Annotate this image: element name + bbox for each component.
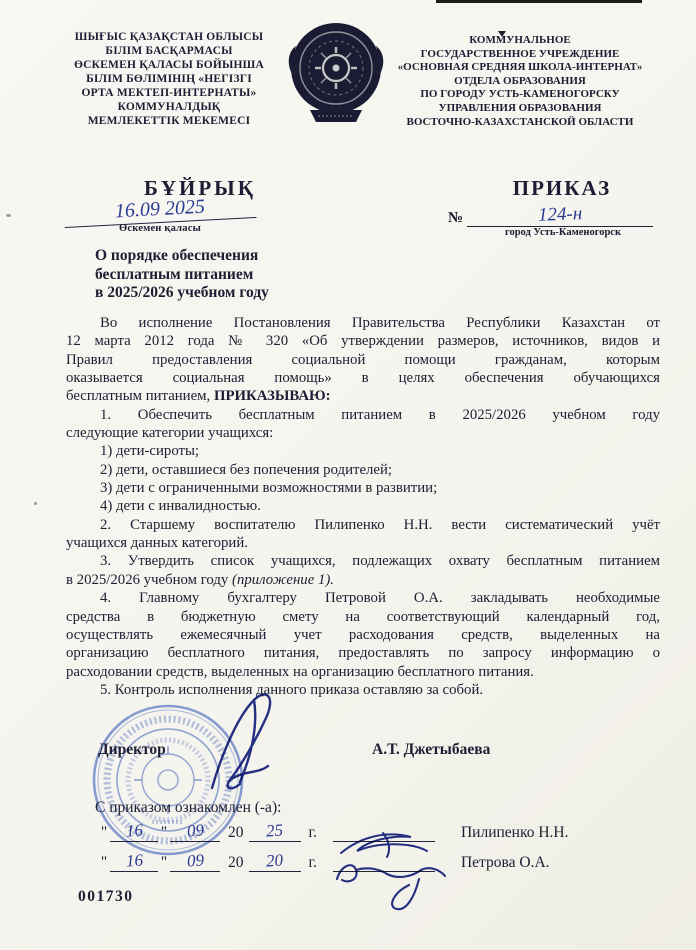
signature-line — [333, 871, 435, 872]
quote-mark: " — [160, 824, 168, 841]
kazakhstan-emblem-icon — [288, 20, 384, 135]
annex-reference-italic: (приложение 1). — [232, 571, 334, 588]
subject-line: О порядке обеспечения — [95, 247, 259, 264]
director-signature — [196, 688, 300, 806]
org-ru-line: ОТДЕЛА ОБРАЗОВАНИЯ — [454, 74, 586, 87]
item-3-line — [66, 571, 660, 589]
order-number-field — [448, 204, 660, 238]
paragraph-line — [66, 387, 660, 405]
item-3-text: в 2025/2026 учебном году — [66, 571, 233, 588]
day-field — [110, 851, 158, 872]
org-ru-line: КОММУНАЛЬНОЕ — [469, 34, 571, 46]
quote-mark: " — [160, 854, 168, 871]
item-1-line: следующие категории учащихся: — [66, 425, 274, 442]
place-label-russian: город Усть-Каменогорск — [504, 227, 622, 238]
subitem-line: 4) дети с инвалидностью. — [100, 498, 261, 515]
item-4-line: осуществлять ежемесячный учет расходования средств, выделенных на — [66, 626, 660, 643]
org-ru-line: УПРАВЛЕНИЯ ОБРАЗОВАНИЯ — [438, 101, 602, 114]
date-field — [64, 195, 256, 234]
subitem-line: 2) дети, оставшиеся без попечения родителей; — [100, 461, 393, 478]
acknowledgment-row — [98, 818, 568, 842]
year-field — [249, 821, 301, 842]
order-title-kazakh: БҰЙРЫҚ — [143, 176, 257, 200]
item-5-line: 5. Контроль исполнения данного приказа оставляю за собой. — [100, 681, 484, 698]
form-serial-number: 001730 — [78, 888, 134, 905]
scan-speck — [6, 214, 11, 217]
org-name-kazakh — [58, 30, 280, 128]
subitem-line: 3) дети с ограниченными возможностями в развитии; — [100, 480, 438, 497]
paragraph-line: Правил предоставления социальной помощи гражданам, которым — [66, 351, 660, 368]
handwritten-order-number: 124-н — [537, 203, 583, 226]
order-verb-bold: ПРИКАЗЫВАЮ: — [213, 388, 331, 405]
acknowledgment-intro: С приказом ознакомлен (-а): — [95, 799, 282, 816]
item-2-line: учащихся данных категорий. — [66, 535, 248, 552]
number-symbol: № — [448, 210, 464, 226]
org-kk-line: БІЛІМ БӨЛІМІНІҢ «НЕГІЗГІ — [86, 73, 252, 85]
day-field — [110, 821, 158, 842]
paragraph-text: бесплатным питанием, — [66, 388, 214, 405]
employee-signature — [329, 857, 449, 921]
scan-artifact-bar — [436, 0, 642, 3]
item-4-line: средства в бюджетную смету на соответствующий календарный год, — [66, 608, 660, 625]
scan-speck — [34, 502, 37, 505]
year-prefix: 20 — [228, 824, 244, 841]
order-title-russian: ПРИКАЗ — [512, 176, 612, 200]
org-kk-line: ӨСКЕМЕН ҚАЛАСЫ БОЙЫНША — [73, 59, 264, 71]
subitem-line: 1) дети-сироты; — [100, 443, 200, 460]
handwritten-month: 09 — [185, 820, 205, 841]
month-field — [170, 851, 220, 872]
paragraph-line: 12 марта 2012 года № 320 «Об утверждении размеров, источников, видов и — [66, 333, 660, 350]
month-field — [170, 821, 220, 842]
org-kk-line: ШЫҒЫС ҚАЗАҚСТАН ОБЛЫСЫ — [74, 31, 264, 43]
item-1-line: 1. Обеспечить бесплатным питанием в 2025/2026 учебном году — [100, 406, 660, 423]
org-name-russian — [372, 34, 668, 129]
director-label: Директор — [98, 741, 166, 758]
director-name: А.Т. Джетыбаева — [372, 741, 491, 758]
subject-line: в 2025/2026 учебном году — [95, 284, 269, 302]
signature-line — [333, 841, 435, 842]
item-4-line: 4. Главному бухгалтеру Петровой О.А. закладывать необходимые — [100, 590, 660, 607]
order-body — [66, 314, 660, 699]
year-field — [249, 851, 301, 872]
year-prefix: 20 — [228, 854, 244, 871]
org-kk-line: МЕМЛЕКЕТТІК МЕКЕМЕСІ — [87, 115, 251, 127]
org-ru-line: ПО ГОРОДУ УСТЬ-КАМЕНОГОРСКУ — [420, 88, 620, 101]
number-line — [467, 204, 653, 227]
org-kk-line: ОРТА МЕКТЕП-ИНТЕРНАТЫ» — [81, 87, 257, 99]
quote-mark: " — [100, 854, 108, 871]
handwritten-month: 09 — [185, 850, 205, 871]
item-2-line: 2. Старшему воспитателю Пилипенко Н.Н. вести систематический учёт — [100, 516, 660, 533]
org-ru-line: ВОСТОЧНО-КАЗАХСТАНСКОЙ ОБЛАСТИ — [406, 115, 634, 128]
org-kk-line: БІЛІМ БАСҚАРМАСЫ — [105, 45, 233, 57]
org-ru-line: ГОСУДАРСТВЕННОЕ УЧРЕЖДЕНИЕ — [420, 47, 620, 60]
subject-line: бесплатным питанием — [95, 265, 254, 283]
acknowledgment-row — [98, 848, 550, 872]
employee-name: Пилипенко Н.Н. — [460, 824, 569, 841]
org-kk-line: КОММУНАЛДЫҚ — [117, 101, 221, 113]
place-label-kazakh: Өскемен қаласы — [119, 223, 201, 234]
org-ru-line: «ОСНОВНАЯ СРЕДНЯЯ ШКОЛА-ИНТЕРНАТ» — [397, 61, 643, 74]
paragraph-line: Во исполнение Постановления Правительства Республики Казахстан от — [100, 315, 660, 331]
employee-name: Петрова О.А. — [460, 854, 550, 871]
item-4-line: расходовании средств, выделенных на организацию бесплатного питания. — [66, 663, 534, 680]
year-suffix: г. — [308, 854, 317, 871]
handwritten-day: 16 — [124, 820, 144, 841]
order-subject — [95, 247, 269, 303]
item-3-line: 3. Утвердить список учащихся, подлежащих охвату бесплатным питанием — [100, 553, 660, 570]
year-suffix: г. — [308, 824, 317, 841]
handwritten-date: 16.09 2025 — [63, 193, 256, 228]
item-4-line: организацию бесплатного питания, предоставлять по запросу информацию о — [66, 645, 660, 662]
handwritten-year: 20 — [265, 850, 284, 871]
handwritten-day: 16 — [124, 850, 144, 871]
paragraph-line: оказывается социальная помощь» в целях обеспечения обучающихся — [66, 370, 660, 387]
handwritten-year: 25 — [265, 820, 284, 841]
quote-mark: " — [100, 824, 108, 841]
